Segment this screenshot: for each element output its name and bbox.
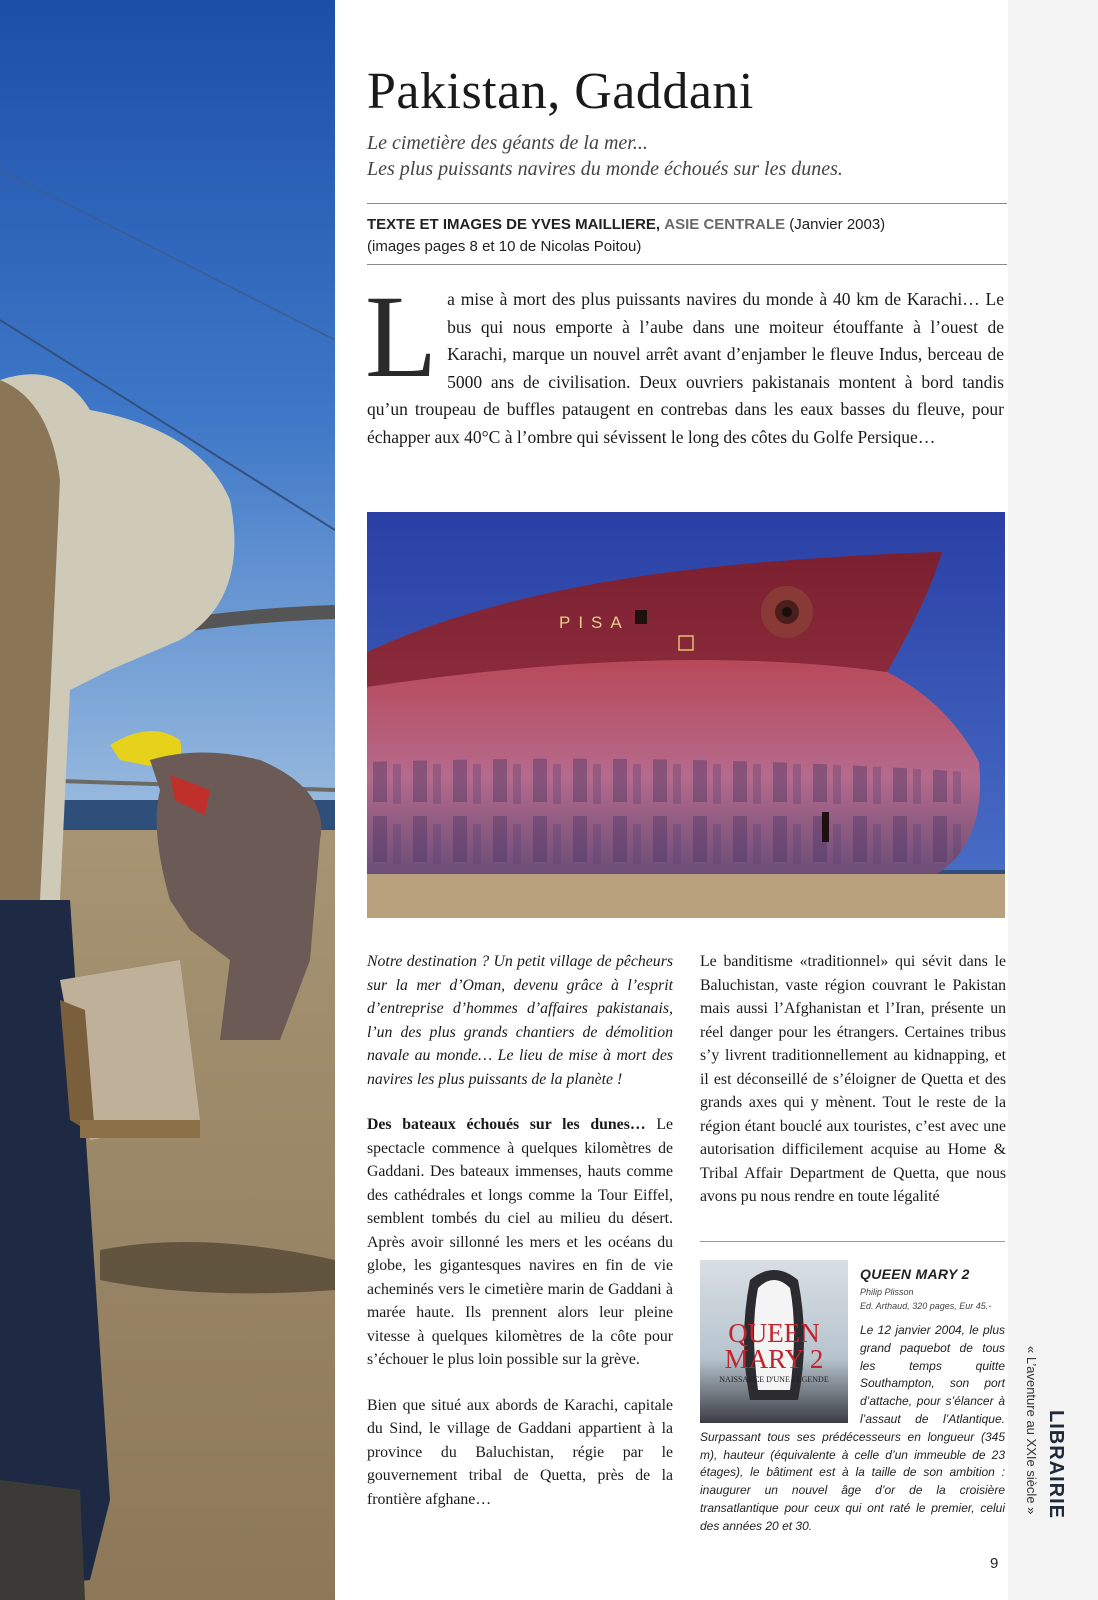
- byline-credit: (images pages 8 et 10 de Nicolas Poitou): [367, 238, 642, 255]
- section-heading: Des bateaux échoués sur les dunes…: [367, 1116, 646, 1133]
- book-publisher: Ed. Arthaud, 320 pages, Eur 45.-: [860, 1301, 992, 1311]
- page-number: 9: [990, 1555, 999, 1572]
- byline: [367, 214, 1007, 258]
- book-description-text: Le 12 janvier 2004, le plus grand paquebot de tous les temps quitte Southampton, son port d’attache, pour s’élancer à l’assaut de l’Atlantique. Surpassant tous ses prédécesseurs en longueur (345 m), hauteur (équivalente à celle d’un immeuble de 23 étages), le bâtiment est à la taille de son ambition : inaugurer un nouvel âge d’or de la croisière transatlantique pour ceux qui ont raté le premier, celui des années 20 et 30.: [700, 1323, 1005, 1533]
- book-description: [700, 1322, 1005, 1536]
- sidebar-section-label: LIBRAIRIE: [1045, 1410, 1067, 1519]
- article-title: Pakistan, Gaddani: [367, 63, 754, 120]
- ship-photo: [367, 512, 1005, 918]
- subtitle-line-1: Le cimetière des géants de la mer...: [367, 132, 648, 154]
- book-divider: [700, 1241, 1005, 1242]
- closing-paragraph: Bien que situé aux abords de Karachi, capitale du Sind, le village de Gaddani appartient à la province du Baluchistan, régie par le gouvernement tribal de Quetta, près de la frontière afghane…: [367, 1396, 673, 1508]
- intro-text: a mise à mort des plus puissants navires du monde à 40 km de Karachi… Le bus qui nous emporte à l’aube dans une moiteur étouffante à l’ouest de Karachi, marque un nouvel arrêt avant d’enjamber le fleuve Indus, berceau de 5000 ans de civilisation. Deux ouvriers pakistanais montent à bord tandis qu’un troupeau de buffles pataugent en contrebas dans les eaux basses du fleuve, pour échapper aux 40°C à l’ombre qui sévissent le long des côtes du Golfe Persique…: [367, 289, 1004, 447]
- byline-author: TEXTE ET IMAGES DE YVES MAILLIERE,: [367, 216, 661, 233]
- sidebar-tagline: « L’aventure au XXIe siècle »: [1024, 1346, 1039, 1515]
- divider-bottom: [367, 264, 1007, 265]
- byline-region: ASIE CENTRALE: [664, 216, 786, 233]
- section-paragraph: [367, 1113, 673, 1372]
- cover-tagline: NAISSANCE D'UNE LÉGENDE: [719, 1375, 829, 1384]
- cover-title-line-2: MARY 2: [724, 1344, 824, 1374]
- subtitle-line-2: Les plus puissants navires du monde échoués sur les dunes.: [367, 158, 843, 180]
- ship-name-text: PISA: [559, 613, 630, 632]
- right-column-text: Le banditisme «traditionnel» qui sévit dans le Baluchistan, vaste région couvrant le Pakistan mais aussi l’Afghanistan et l’Iran, présente un réel danger pour les étrangers. Certaines tribus s’y livrent traditionnellement au kidnapping, et il est déconseillé de s’éloigner de Quetta et des grands axes qui y mènent. Tout le reste de la région étant bouclé aux touristes, c’est avec une autorisation difficilement acquise au Home & Tribal Affair Department de Quetta, que nous avons pu nous rendre en toute légalité: [700, 953, 1006, 1205]
- article-subtitle: [367, 130, 987, 182]
- sidebar-strip: [1008, 0, 1098, 1600]
- book-info: [860, 1266, 1005, 1313]
- intro-paragraph: [365, 271, 1004, 451]
- section-text: Le spectacle commence à quelques kilomètres de Gaddani. Des bateaux immenses, hauts comme des cathédrales et longs comme la Tour Eiffel, semblent tombés du ciel au milieu du désert. Après avoir sillonné les mers et les océans du globe, les gigantesques navires en fin de vie acheminés vers le cimetière marin de Gaddani à marée haute. Ils prennent alors leur pleine vitesse à quelques kilomètres de la côte pour s’échouer le plus loin possible sur la grève.: [367, 1116, 674, 1368]
- lead-paragraph: Notre destination ? Un petit village de pêcheurs sur la mer d’Oman, devenu grâce à l’esprit d’entreprise d’hommes d’affaires pakistanais, l’un des plus grands chantiers de démolition navale au monde… Le lieu de mise à mort des navires les plus puissants de la planète !: [367, 953, 673, 1088]
- cover-title-line-1: QUEEN: [728, 1318, 820, 1348]
- drop-cap: L: [365, 271, 438, 402]
- left-column: [367, 950, 673, 1533]
- left-photo-workers: [0, 0, 335, 1600]
- book-title: QUEEN MARY 2: [860, 1266, 970, 1282]
- book-author: Philip Plisson: [860, 1287, 914, 1297]
- byline-date: (Janvier 2003): [789, 216, 886, 233]
- divider-top: [367, 203, 1007, 204]
- right-column: [700, 950, 1006, 1209]
